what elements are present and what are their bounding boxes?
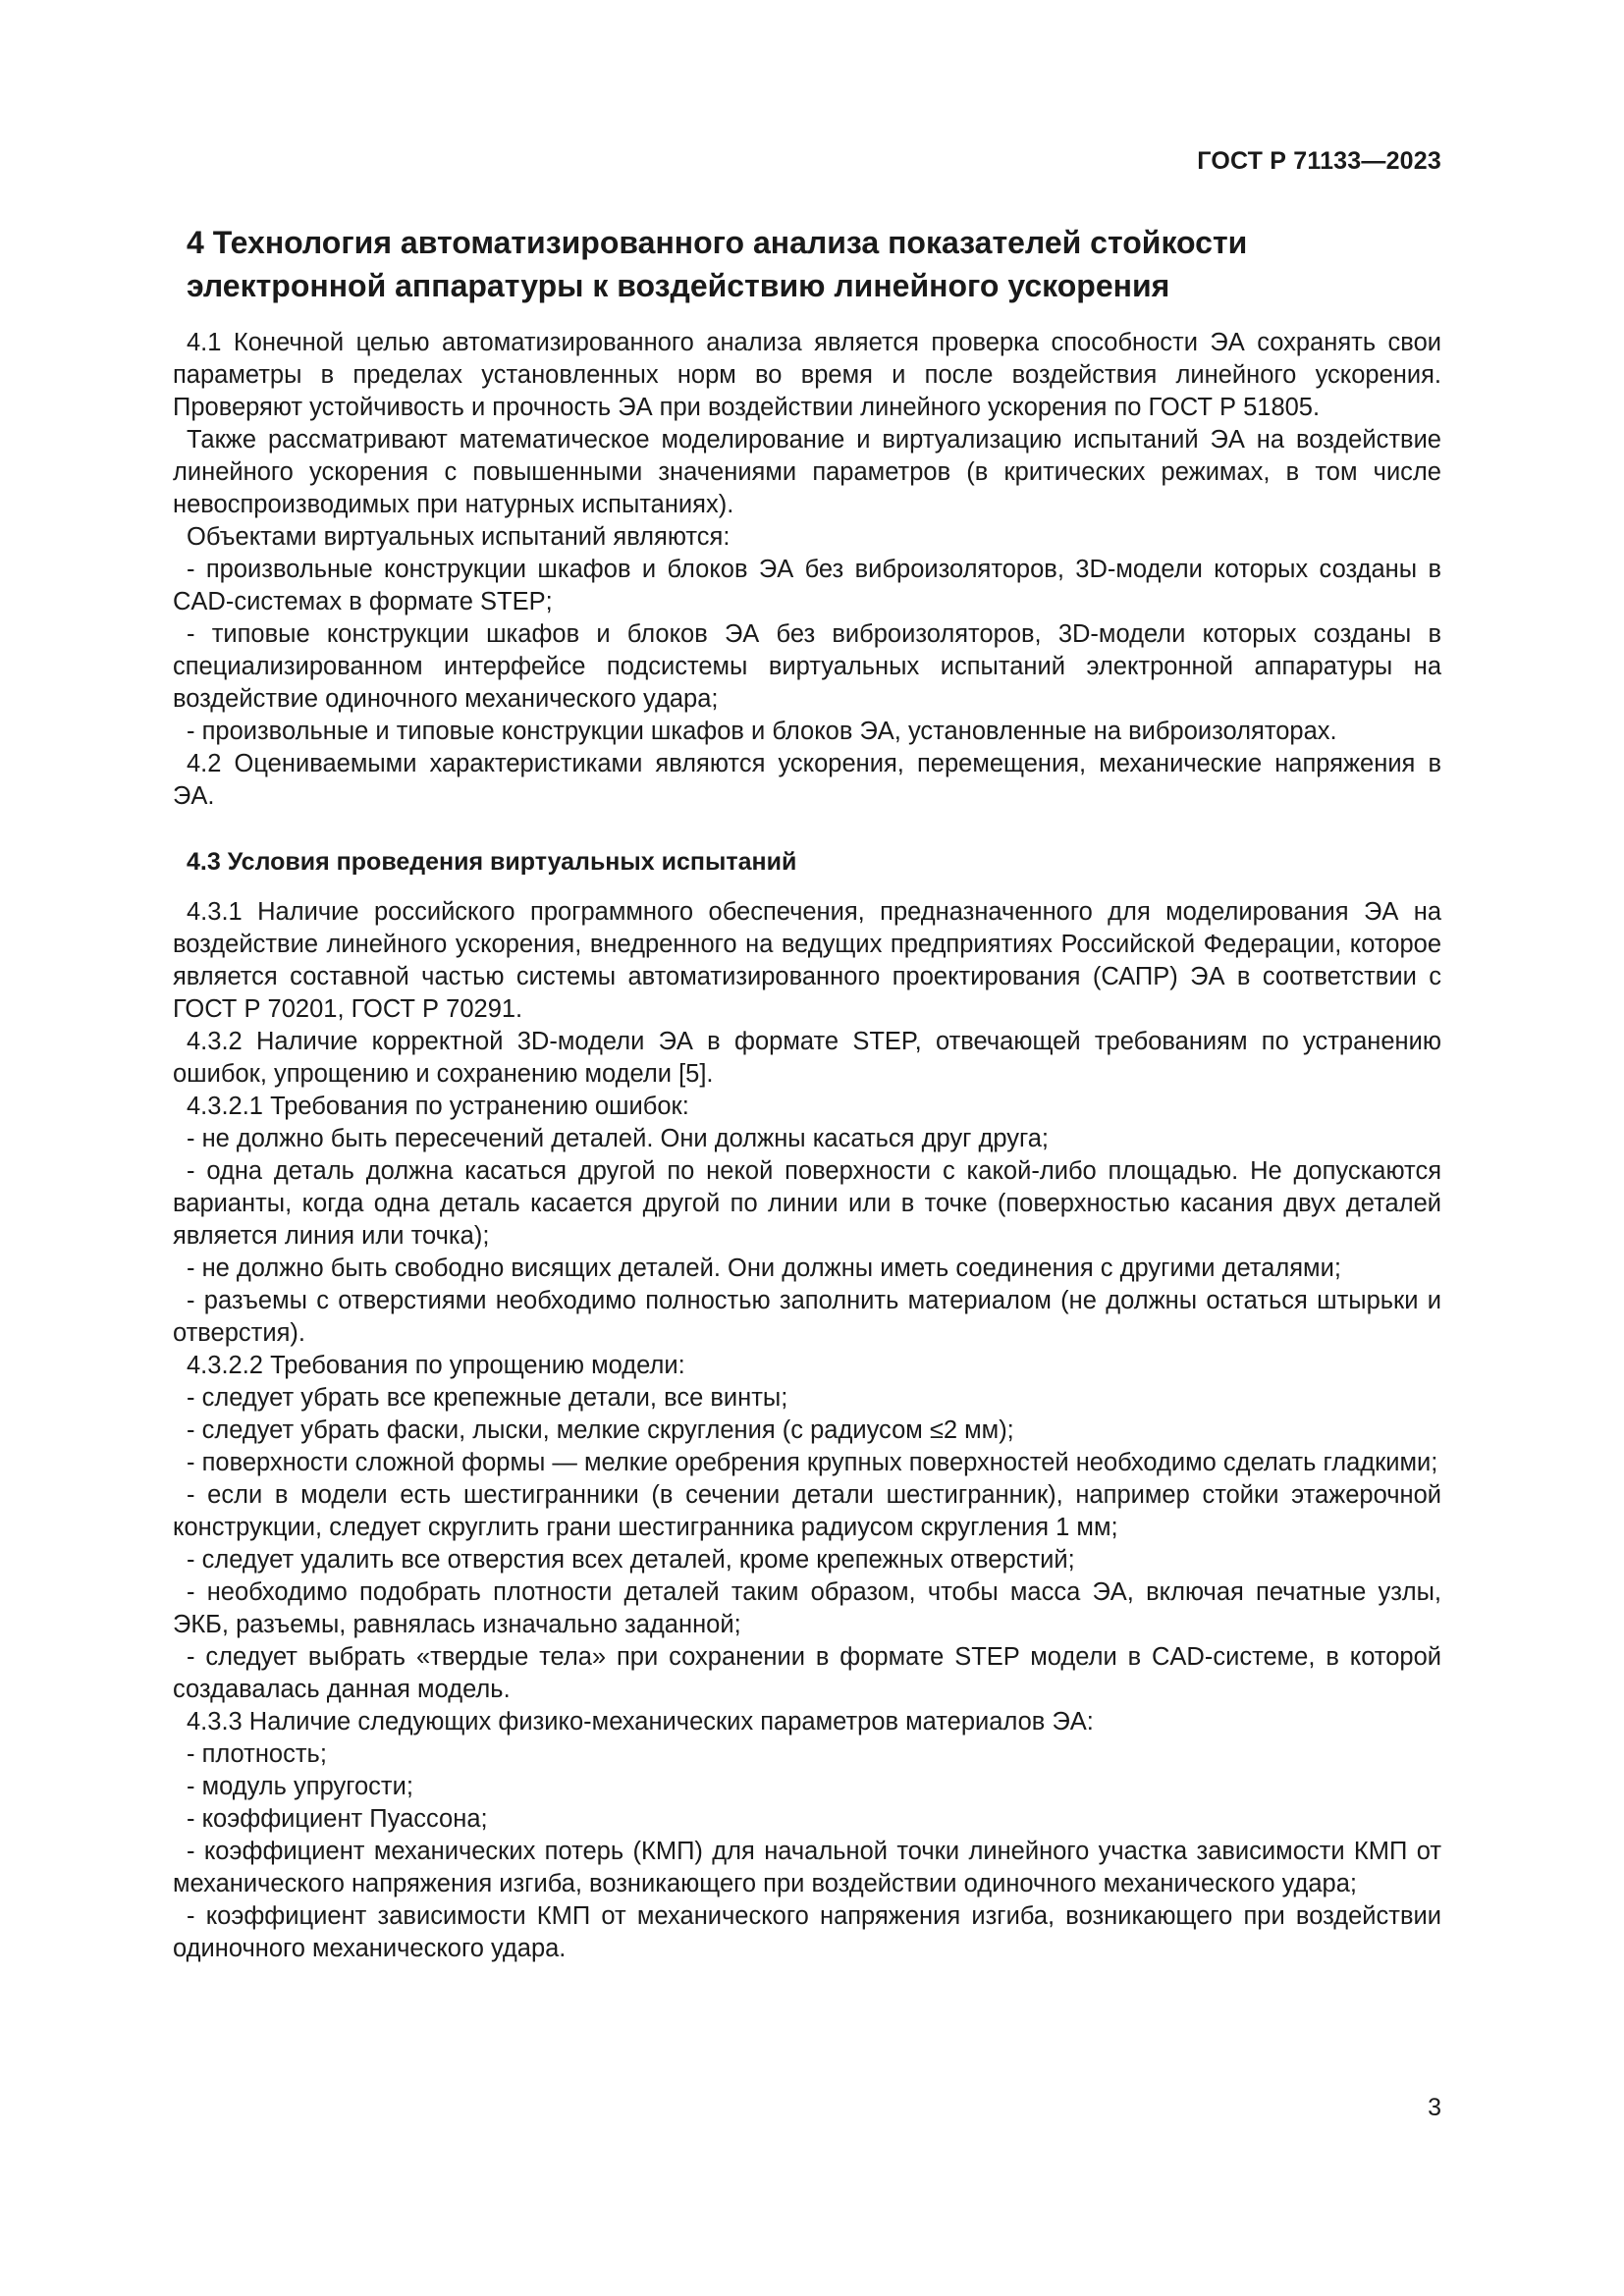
section-title-line1: 4 Технология автоматизированного анализа показателей стойкости: [187, 225, 1248, 260]
page-number: 3: [1428, 2094, 1441, 2121]
subsection-title: 4.3 Условия проведения виртуальных испытаний: [187, 848, 797, 876]
paragraph: Объектами виртуальных испытаний являются:: [187, 523, 731, 551]
paragraph: 4.3.2.2 Требования по упрощению модели:: [187, 1352, 685, 1379]
paragraph: 4.3.2.1 Требования по устранению ошибок:: [187, 1093, 689, 1120]
list-item: - не должно быть свободно висящих деталей. Они должны иметь соединения с другими деталями;: [187, 1255, 1341, 1282]
document-code: ГОСТ Р 71133—2023: [1197, 147, 1441, 175]
list-item: - коэффициент механических потерь (КМП) для начальной точки линейного участка зависимости КМП от механического напряжения изгиба, возникающего при воздействии одиночного механического удара;: [173, 1838, 1441, 1897]
list-item: - следует убрать все крепежные детали, все винты;: [187, 1384, 788, 1412]
list-item: - следует выбрать «твердые тела» при сохранении в формате STEP модели в CAD-системе, в которой создавалась данная модель.: [173, 1643, 1441, 1703]
list-item: - необходимо подобрать плотности деталей таким образом, чтобы масса ЭА, включая печатные узлы, ЭКБ, разъемы, равнялась изначально заданной;: [173, 1578, 1441, 1638]
list-item: - типовые конструкции шкафов и блоков ЭА без виброизоляторов, 3D-модели которых созданы в специализированном интерфейсе подсистемы виртуальных испытаний электронной аппаратуры на воздействие одиночного механического удара;: [173, 620, 1441, 713]
list-item: - разъемы с отверстиями необходимо полностью заполнить материалом (не должны остаться штырьки и отверстия).: [173, 1287, 1441, 1347]
list-item: - коэффициент зависимости КМП от механического напряжения изгиба, возникающего при воздействии одиночного механического удара.: [173, 1902, 1441, 1962]
paragraph: 4.1 Конечной целью автоматизированного анализа является проверка способности ЭА сохранять свои параметры в пределах установленных норм во время и после воздействия линейного ускорения. Проверяют устойчивость и прочность ЭА при воздействии линейного ускорения по ГОСТ Р 51805.: [173, 329, 1441, 421]
paragraph: 4.3.3 Наличие следующих физико-механических параметров материалов ЭА:: [187, 1708, 1094, 1735]
paragraph: 4.3.2 Наличие корректной 3D-модели ЭА в формате STEP, отвечающей требованиям по устранению ошибок, упрощению и сохранению модели [5].: [173, 1028, 1441, 1088]
paragraph: 4.3.1 Наличие российского программного обеспечения, предназначенного для моделирования ЭА на воздействие линейного ускорения, внедренного на ведущих предприятиях Российской Федерации, которое является составной частью системы автоматизированного проектирования (САПР) ЭА в соответствии с ГОСТ Р 70201, ГОСТ Р 70291.: [173, 898, 1441, 1023]
list-item: - произвольные и типовые конструкции шкафов и блоков ЭА, установленные на виброизоляторах.: [187, 718, 1337, 745]
paragraph: Также рассматривают математическое моделирование и виртуализацию испытаний ЭА на воздействие линейного ускорения с повышенными значениями параметров (в критических режимах, в том числе невоспроизводимых при натурных испытаниях).: [173, 426, 1441, 518]
list-item: - произвольные конструкции шкафов и блоков ЭА без виброизоляторов, 3D-модели которых созданы в CAD-системах в формате STEP;: [173, 556, 1441, 615]
list-item: - не должно быть пересечений деталей. Они должны касаться друг друга;: [187, 1125, 1050, 1152]
list-item: - плотность;: [187, 1740, 327, 1768]
paragraph: 4.2 Оцениваемыми характеристиками являются ускорения, перемещения, механические напряжения в ЭА.: [173, 750, 1441, 810]
page-content: [173, 221, 1441, 1965]
list-item: - модуль упругости;: [187, 1773, 413, 1800]
paragraph-block-2: [173, 896, 1441, 1965]
list-item: - коэффициент Пуассона;: [187, 1805, 488, 1833]
list-item: - следует удалить все отверстия всех деталей, кроме крепежных отверстий;: [187, 1546, 1075, 1574]
list-item: - одна деталь должна касаться другой по некой поверхности с какой-либо площадью. Не допускаются варианты, когда одна деталь касается другой по линии или в точке (поверхностью касания двух деталей является линия или точка);: [173, 1157, 1441, 1250]
list-item: - следует убрать фаски, лыски, мелкие скругления (с радиусом ≤2 мм);: [187, 1416, 1014, 1444]
section-title: [173, 221, 1441, 307]
section-title-line2: электронной аппаратуры к воздействию линейного ускорения: [187, 268, 1170, 303]
list-item: - если в модели есть шестигранники (в сечении детали шестигранник), например стойки этажерочной конструкции, следует скруглить грани шестигранника радиусом скругления 1 мм;: [173, 1481, 1441, 1541]
paragraph-block-1: [173, 327, 1441, 813]
list-item: - поверхности сложной формы — мелкие оребрения крупных поверхностей необходимо сделать гладкими;: [187, 1449, 1438, 1476]
